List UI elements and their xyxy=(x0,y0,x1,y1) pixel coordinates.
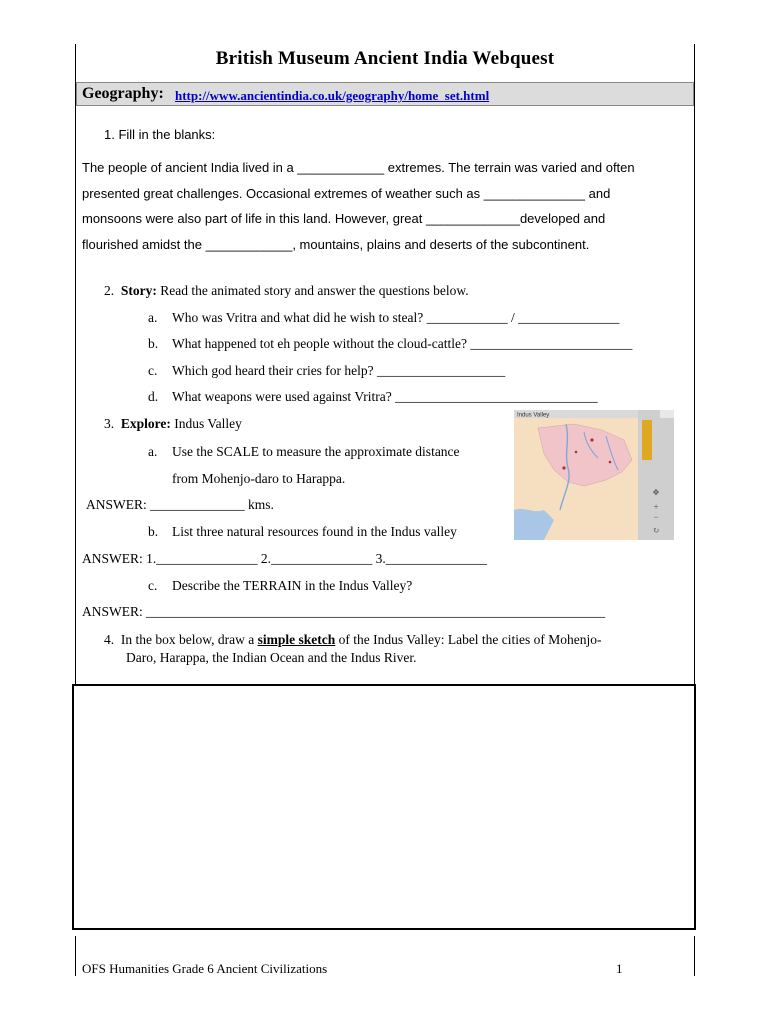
move-icon[interactable]: ✥ xyxy=(652,488,660,497)
q1-heading: 1. Fill in the blanks: xyxy=(104,127,216,142)
q2-item-d xyxy=(148,389,598,405)
q4-pre: In the box below, draw a xyxy=(120,632,255,647)
q1-line-4: flourished amidst the ____________, mountains, plains and deserts of the subcontinent. xyxy=(82,236,590,252)
sketch-box[interactable] xyxy=(72,684,696,930)
q3-item-c xyxy=(148,578,413,594)
q4-line-2: Daro, Harappa, the Indian Ocean and the Indus River. xyxy=(126,650,417,665)
q3-item-a xyxy=(148,444,460,460)
map-city-marker-2 xyxy=(575,451,578,454)
q2-item-b-text: What happened tot eh people without the cloud-cattle? ________________________ xyxy=(172,336,633,351)
q1-paragraph xyxy=(82,155,682,257)
q2-item-c xyxy=(148,363,506,379)
q3-item-b xyxy=(148,524,457,540)
page-title: British Museum Ancient India Webquest xyxy=(215,48,555,69)
geography-header xyxy=(76,82,694,106)
map-city-marker xyxy=(609,461,612,464)
q2-item-d-letter: d. xyxy=(148,389,159,404)
indus-valley-map xyxy=(514,410,674,540)
left-margin-line xyxy=(75,44,76,684)
left-margin-line-bottom xyxy=(75,936,76,976)
q2-heading xyxy=(104,283,469,299)
q3-item-c-letter: c. xyxy=(148,578,158,593)
q4-line-1 xyxy=(104,632,602,648)
footer-text: OFS Humanities Grade 6 Ancient Civilizations xyxy=(82,961,328,976)
q3-answer-c: ANSWER: ____________________________________________________________________ xyxy=(82,604,606,619)
q3-text: Indus Valley xyxy=(174,416,242,431)
q3-heading xyxy=(104,416,242,432)
q3-label: Explore: xyxy=(120,416,171,431)
q2-number: 2. xyxy=(104,283,115,298)
q1-line-1: The people of ancient India lived in a ____________ extremes. The terrain was varied and often xyxy=(82,160,635,175)
q2-item-a-text: Who was Vritra and what did he wish to steal? ____________ / _______________ xyxy=(172,310,620,325)
q1-line-2: presented great challenges. Occasional extremes of weather such as ______________ and xyxy=(82,185,611,201)
geography-label: Geography: xyxy=(82,85,164,102)
q3-item-a-letter: a. xyxy=(148,444,158,459)
q2-item-a xyxy=(148,310,620,326)
q2-item-c-letter: c. xyxy=(148,363,158,378)
map-title: Indus Valley xyxy=(517,412,550,419)
q2-item-d-text: What weapons were used against Vritra? ______________________________ xyxy=(172,389,598,404)
q4-number: 4. xyxy=(104,632,115,647)
q3-item-b-letter: b. xyxy=(148,524,159,539)
q4-emphasis: simple sketch xyxy=(257,632,336,647)
geography-link[interactable]: http://www.ancientindia.co.uk/geography/home_set.html xyxy=(175,88,490,103)
right-margin-line xyxy=(694,44,695,684)
map-scale-bar xyxy=(642,420,652,460)
q3-number: 3. xyxy=(104,416,115,431)
q3-answer-b: ANSWER: 1._______________ 2._______________ 3._______________ xyxy=(82,551,487,566)
q2-item-c-text: Which god heard their cries for help? ___________________ xyxy=(172,363,506,378)
rotate-icon[interactable]: ↻ xyxy=(652,526,660,535)
map-city-harappa xyxy=(590,438,593,441)
map-city-mohenjo-daro xyxy=(562,466,565,469)
right-margin-line-bottom xyxy=(694,936,695,976)
q3-item-a-line2: from Mohenjo-daro to Harappa. xyxy=(172,471,346,486)
page-number: 1 xyxy=(616,961,623,976)
q3-answer-a: ANSWER: ______________ kms. xyxy=(86,497,274,512)
q3-item-b-text: List three natural resources found in the Indus valley xyxy=(172,524,457,539)
q4-post: of the Indus Valley: Label the cities of Mohenjo- xyxy=(338,632,602,647)
q1-line-3: monsoons were also part of life in this land. However, great _____________developed and xyxy=(82,211,606,226)
q3-item-c-text: Describe the TERRAIN in the Indus Valley? xyxy=(172,578,413,593)
q2-label: Story: xyxy=(120,283,157,298)
zoom-in-icon[interactable]: + xyxy=(653,502,659,512)
q2-text: Read the animated story and answer the questions below. xyxy=(160,283,469,298)
zoom-out-icon[interactable]: − xyxy=(653,512,659,522)
map-close-tab[interactable] xyxy=(660,410,674,418)
q3-item-a-line1: Use the SCALE to measure the approximate distance xyxy=(172,444,460,459)
q2-item-a-letter: a. xyxy=(148,310,158,325)
q2-item-b-letter: b. xyxy=(148,336,159,351)
q2-item-b xyxy=(148,336,633,352)
